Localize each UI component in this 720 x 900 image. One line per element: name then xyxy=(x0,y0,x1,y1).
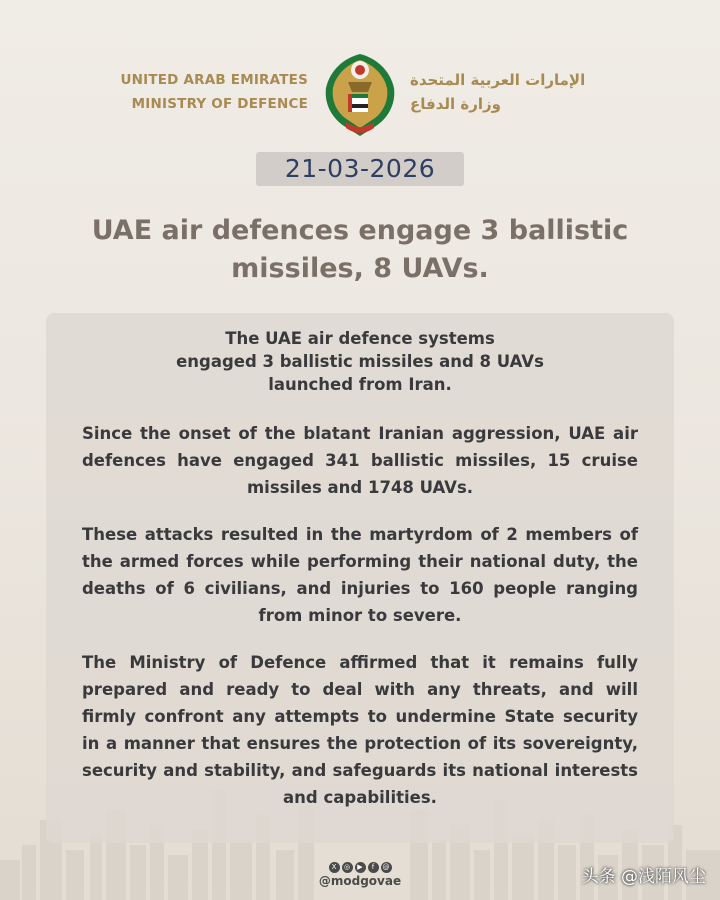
org-name-english xyxy=(96,68,308,116)
summary-line-1: The UAE air defence systems xyxy=(225,329,495,348)
date-badge: 21-03-2026 xyxy=(256,152,464,186)
watermark-text: 头条 @浅陌风尘 xyxy=(581,867,706,887)
summary-paragraph xyxy=(82,327,638,396)
headline-line-1: UAE air defences engage 3 ballistic xyxy=(91,215,629,246)
org-en-line-1: UNITED ARAB EMIRATES xyxy=(120,72,308,88)
org-ar-line-2: وزارة الدفاع xyxy=(410,95,501,113)
headline xyxy=(60,212,660,288)
facebook-icon[interactable]: f xyxy=(368,862,379,873)
instagram-icon[interactable]: ◎ xyxy=(342,862,353,873)
org-ar-line-1: الإمارات العربية المتحدة xyxy=(410,71,586,89)
summary-line-2: engaged 3 ballistic missiles and 8 UAVs xyxy=(176,352,544,371)
headline-line-2: missiles, 8 UAVs. xyxy=(231,253,489,284)
ministry-header xyxy=(0,48,720,148)
totals-paragraph: Since the onset of the blatant Iranian aggression, UAE air defences have engaged 341 ballistic missiles, 15 cruise missiles and 1748 UAVs. xyxy=(82,424,638,497)
x-icon[interactable]: X xyxy=(329,862,340,873)
youtube-icon[interactable]: ▶ xyxy=(355,862,366,873)
ministry-statement-paragraph: The Ministry of Defence affirmed that it remains fully prepared and ready to deal with any threats, and will firmly confront any attempts to undermine State security in a manner that ensures the protection of its sovereignty, security and stability, and safeguards its national interests and capabilities. xyxy=(82,653,638,807)
uae-emblem-icon xyxy=(318,48,402,142)
org-name-arabic xyxy=(410,68,620,116)
org-en-line-2: MINISTRY OF DEFENCE xyxy=(131,96,308,112)
summary-line-3: launched from Iran. xyxy=(268,375,452,394)
casualties-paragraph: These attacks resulted in the martyrdom of 2 members of the armed forces while performing their national duty, the deaths of 6 civilians, and injuries to 160 people ranging from minor to severe. xyxy=(82,525,638,625)
social-icons-row xyxy=(318,857,402,873)
threads-icon[interactable]: @ xyxy=(382,863,390,871)
social-handle[interactable]: @modgovae xyxy=(318,874,402,888)
